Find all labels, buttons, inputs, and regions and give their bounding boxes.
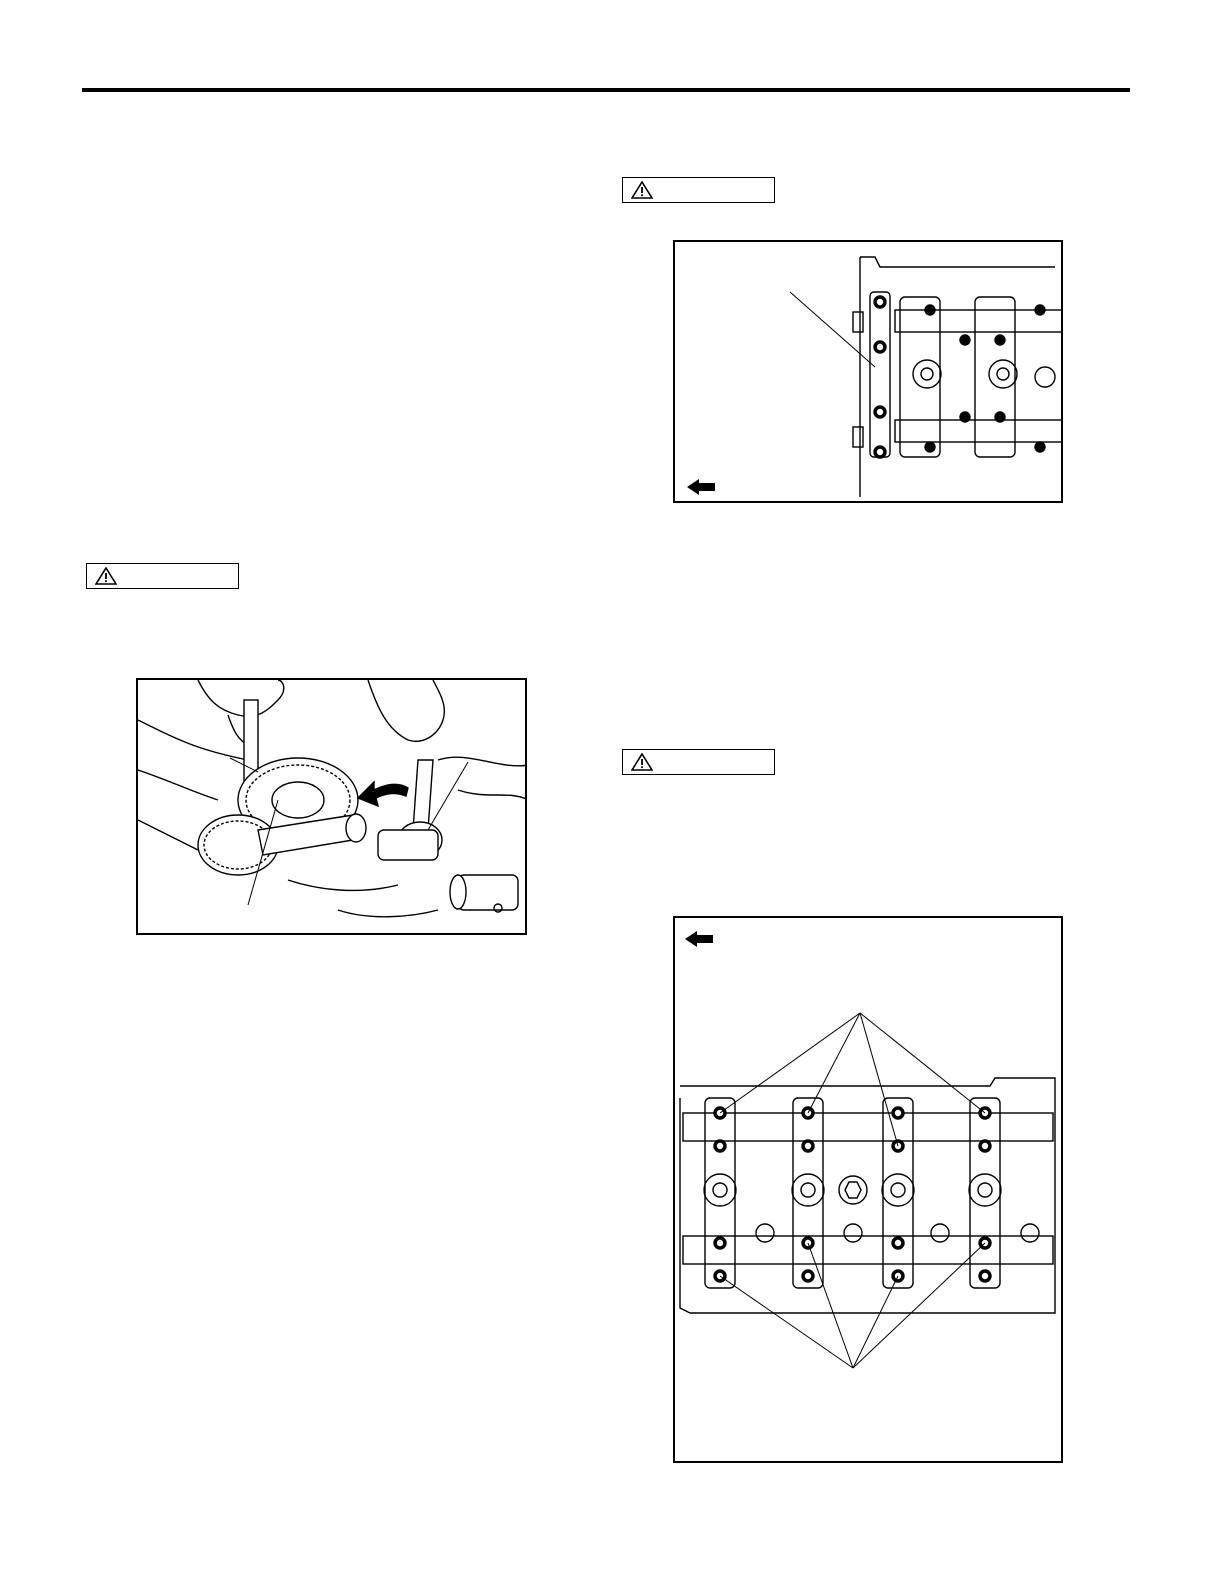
cylinder-head-top-view xyxy=(675,242,1063,503)
warning-icon xyxy=(631,181,653,199)
figure-front-bearing-cap xyxy=(673,240,1063,503)
caution-box xyxy=(622,177,775,203)
wrench-and-sprocket-illustration xyxy=(138,680,527,935)
warning-icon xyxy=(95,567,117,585)
figure-bearing-caps xyxy=(673,916,1063,1463)
figure-sprocket-removal xyxy=(136,678,527,935)
header-rule xyxy=(82,88,1130,92)
caution-box xyxy=(622,749,775,775)
cylinder-head-top-view xyxy=(675,918,1063,1463)
left-arrow-icon xyxy=(685,931,713,947)
caution-box xyxy=(86,563,239,589)
warning-icon xyxy=(631,753,653,771)
left-arrow-icon xyxy=(687,479,715,495)
